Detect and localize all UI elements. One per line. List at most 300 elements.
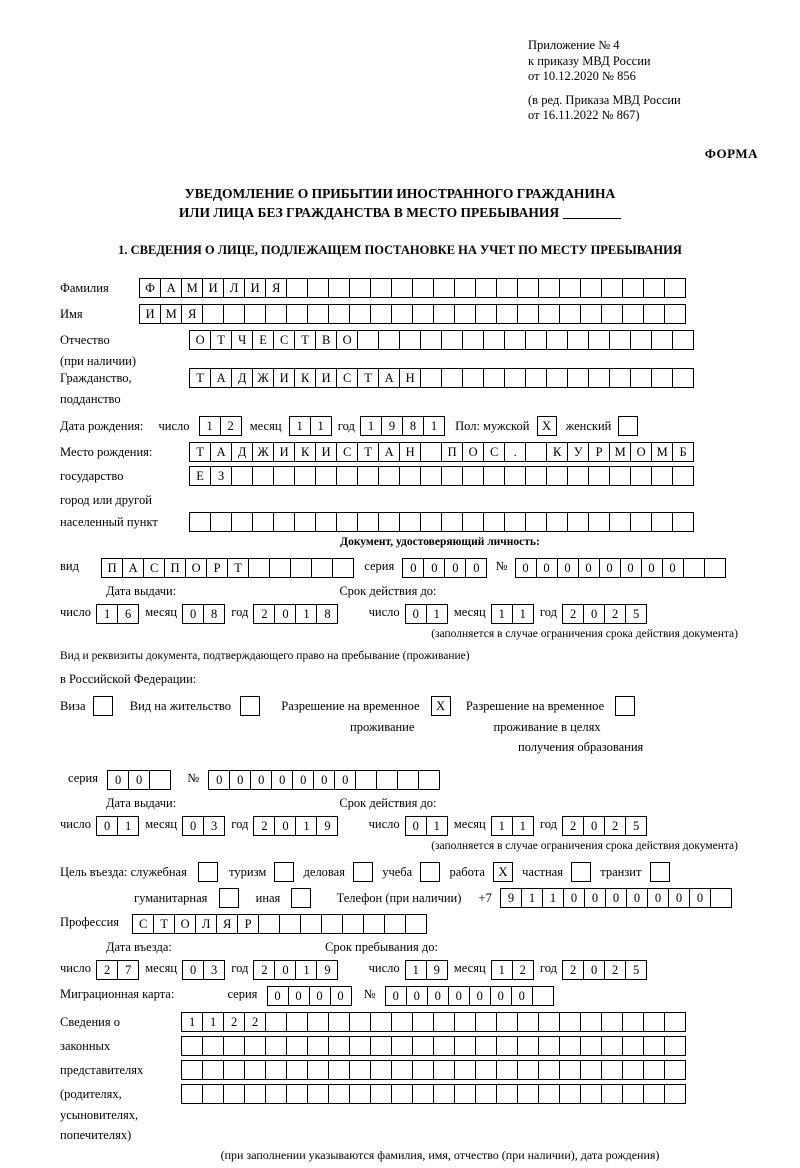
form-cell[interactable]: [672, 512, 694, 532]
form-cell[interactable]: [349, 278, 371, 298]
doc-kind-cells[interactable]: [101, 558, 353, 578]
form-cell[interactable]: М: [181, 278, 203, 298]
form-cell[interactable]: 0: [292, 770, 314, 790]
form-cell[interactable]: 1: [310, 416, 332, 436]
permit-issue-day-cells[interactable]: [96, 816, 138, 836]
form-cell[interactable]: [651, 466, 673, 486]
form-cell[interactable]: [546, 466, 568, 486]
form-cell[interactable]: [588, 466, 610, 486]
form-cell[interactable]: [189, 512, 211, 532]
form-cell[interactable]: [433, 278, 455, 298]
form-cell[interactable]: 1: [202, 1012, 224, 1032]
form-cell[interactable]: 0: [406, 986, 428, 1006]
form-cell[interactable]: 0: [229, 770, 251, 790]
form-cell[interactable]: М: [651, 442, 673, 462]
form-cell[interactable]: 0: [309, 986, 331, 1006]
form-cell[interactable]: 1: [360, 416, 382, 436]
form-cell[interactable]: [580, 304, 602, 324]
form-cell[interactable]: [279, 914, 301, 934]
form-cell[interactable]: 0: [668, 888, 690, 908]
form-cell[interactable]: 7: [117, 960, 139, 980]
form-cell[interactable]: [525, 330, 547, 350]
form-cell[interactable]: [504, 368, 526, 388]
form-cell[interactable]: [643, 1036, 665, 1056]
profession-cells[interactable]: [132, 914, 426, 934]
form-cell[interactable]: [651, 512, 673, 532]
form-cell[interactable]: [630, 330, 652, 350]
form-cell[interactable]: [580, 278, 602, 298]
form-cell[interactable]: [559, 1012, 581, 1032]
form-cell[interactable]: [315, 512, 337, 532]
form-cell[interactable]: [622, 1060, 644, 1080]
form-cell[interactable]: [328, 1084, 350, 1104]
form-cell[interactable]: К: [546, 442, 568, 462]
form-cell[interactable]: 0: [128, 770, 150, 790]
form-cell[interactable]: 2: [253, 604, 275, 624]
form-cell[interactable]: 0: [288, 986, 310, 1006]
form-cell[interactable]: 0: [96, 816, 118, 836]
form-cell[interactable]: [181, 1084, 203, 1104]
form-cell[interactable]: 0: [599, 558, 621, 578]
form-cell[interactable]: [538, 304, 560, 324]
form-cell[interactable]: [580, 1036, 602, 1056]
form-cell[interactable]: 1: [405, 960, 427, 980]
form-cell[interactable]: Д: [231, 442, 253, 462]
form-cell[interactable]: С: [483, 442, 505, 462]
form-cell[interactable]: [342, 914, 364, 934]
permit-valid-day-cells[interactable]: [405, 816, 447, 836]
form-cell[interactable]: [321, 914, 343, 934]
form-cell[interactable]: [672, 368, 694, 388]
form-cell[interactable]: О: [189, 330, 211, 350]
purpose-business-checkbox[interactable]: [353, 862, 373, 882]
form-cell[interactable]: [525, 368, 547, 388]
form-cell[interactable]: [441, 368, 463, 388]
form-cell[interactable]: М: [609, 442, 631, 462]
stay-month-cells[interactable]: [491, 960, 533, 980]
form-cell[interactable]: 0: [511, 986, 533, 1006]
form-cell[interactable]: [223, 304, 245, 324]
form-cell[interactable]: [433, 1060, 455, 1080]
form-cell[interactable]: [496, 1036, 518, 1056]
form-cell[interactable]: М: [160, 304, 182, 324]
form-cell[interactable]: К: [294, 442, 316, 462]
form-cell[interactable]: [328, 304, 350, 324]
form-cell[interactable]: [391, 1012, 413, 1032]
form-cell[interactable]: [265, 304, 287, 324]
form-cell[interactable]: Н: [399, 442, 421, 462]
form-cell[interactable]: 5: [625, 960, 647, 980]
form-cell[interactable]: [265, 1036, 287, 1056]
form-cell[interactable]: [370, 304, 392, 324]
form-cell[interactable]: 1: [491, 816, 513, 836]
form-cell[interactable]: О: [462, 442, 484, 462]
form-cell[interactable]: 5: [625, 604, 647, 624]
form-cell[interactable]: 1: [96, 604, 118, 624]
stay-day-cells[interactable]: [405, 960, 447, 980]
form-cell[interactable]: 0: [313, 770, 335, 790]
form-cell[interactable]: 5: [625, 816, 647, 836]
form-cell[interactable]: [441, 330, 463, 350]
doc-valid-year-cells[interactable]: [562, 604, 646, 624]
form-cell[interactable]: 1: [289, 416, 311, 436]
migration-series-cells[interactable]: [267, 986, 351, 1006]
form-cell[interactable]: Т: [294, 330, 316, 350]
form-cell[interactable]: [517, 1012, 539, 1032]
form-cell[interactable]: [567, 330, 589, 350]
form-cell[interactable]: С: [273, 330, 295, 350]
form-cell[interactable]: 2: [562, 604, 584, 624]
form-cell[interactable]: 9: [316, 960, 338, 980]
form-cell[interactable]: 1: [426, 604, 448, 624]
form-cell[interactable]: [363, 914, 385, 934]
form-cell[interactable]: [370, 1012, 392, 1032]
form-cell[interactable]: [412, 1084, 434, 1104]
form-cell[interactable]: [273, 512, 295, 532]
form-cell[interactable]: 1: [512, 816, 534, 836]
form-cell[interactable]: И: [315, 368, 337, 388]
form-cell[interactable]: [609, 330, 631, 350]
birthplace-cells-row3[interactable]: [189, 512, 693, 532]
form-cell[interactable]: [643, 1012, 665, 1032]
form-cell[interactable]: 0: [536, 558, 558, 578]
phone-cells[interactable]: [500, 888, 731, 908]
permit-valid-month-cells[interactable]: [491, 816, 533, 836]
form-cell[interactable]: А: [210, 368, 232, 388]
form-cell[interactable]: [664, 1060, 686, 1080]
form-cell[interactable]: [286, 278, 308, 298]
birthplace-cells-row1[interactable]: [189, 442, 693, 462]
form-cell[interactable]: [601, 1012, 623, 1032]
form-cell[interactable]: 3: [203, 816, 225, 836]
edu-residence-checkbox[interactable]: [615, 696, 635, 716]
form-cell[interactable]: [391, 1036, 413, 1056]
form-cell[interactable]: [496, 1012, 518, 1032]
form-cell[interactable]: [412, 1012, 434, 1032]
form-cell[interactable]: 0: [584, 888, 606, 908]
birth-month-cells[interactable]: [289, 416, 331, 436]
form-cell[interactable]: Я: [181, 304, 203, 324]
form-cell[interactable]: 0: [182, 960, 204, 980]
form-cell[interactable]: [202, 1060, 224, 1080]
entry-day-cells[interactable]: [96, 960, 138, 980]
form-cell[interactable]: И: [273, 368, 295, 388]
form-cell[interactable]: 0: [647, 888, 669, 908]
form-cell[interactable]: [475, 1060, 497, 1080]
form-cell[interactable]: .: [504, 442, 526, 462]
form-cell[interactable]: [378, 512, 400, 532]
form-cell[interactable]: [286, 1084, 308, 1104]
form-cell[interactable]: [391, 1060, 413, 1080]
form-cell[interactable]: [349, 1012, 371, 1032]
form-cell[interactable]: [307, 1036, 329, 1056]
form-cell[interactable]: 0: [444, 558, 466, 578]
form-cell[interactable]: 1: [512, 604, 534, 624]
form-cell[interactable]: Т: [357, 368, 379, 388]
form-cell[interactable]: [357, 330, 379, 350]
form-cell[interactable]: [496, 278, 518, 298]
form-cell[interactable]: [349, 1084, 371, 1104]
form-cell[interactable]: [328, 278, 350, 298]
form-cell[interactable]: [672, 466, 694, 486]
form-cell[interactable]: [664, 304, 686, 324]
purpose-transit-checkbox[interactable]: [650, 862, 670, 882]
form-cell[interactable]: О: [336, 330, 358, 350]
form-cell[interactable]: [609, 368, 631, 388]
form-cell[interactable]: [258, 914, 280, 934]
sex-male-checkbox[interactable]: Х: [537, 416, 557, 436]
form-cell[interactable]: Р: [206, 558, 228, 578]
form-cell[interactable]: [307, 278, 329, 298]
form-cell[interactable]: [672, 330, 694, 350]
form-cell[interactable]: [567, 368, 589, 388]
form-cell[interactable]: [286, 1060, 308, 1080]
form-cell[interactable]: [475, 278, 497, 298]
form-cell[interactable]: С: [143, 558, 165, 578]
form-cell[interactable]: [454, 1012, 476, 1032]
form-cell[interactable]: Р: [588, 442, 610, 462]
form-cell[interactable]: [252, 512, 274, 532]
form-cell[interactable]: [517, 1084, 539, 1104]
form-cell[interactable]: [483, 330, 505, 350]
form-cell[interactable]: [391, 278, 413, 298]
form-cell[interactable]: [567, 512, 589, 532]
form-cell[interactable]: [643, 304, 665, 324]
form-cell[interactable]: 2: [604, 960, 626, 980]
form-cell[interactable]: [462, 466, 484, 486]
form-cell[interactable]: [433, 1084, 455, 1104]
form-cell[interactable]: [441, 466, 463, 486]
form-cell[interactable]: [630, 466, 652, 486]
form-cell[interactable]: Е: [189, 466, 211, 486]
form-cell[interactable]: 1: [491, 960, 513, 980]
form-cell[interactable]: 1: [117, 816, 139, 836]
form-cell[interactable]: [483, 466, 505, 486]
form-cell[interactable]: [370, 1060, 392, 1080]
form-cell[interactable]: 1: [295, 816, 317, 836]
form-cell[interactable]: Ф: [139, 278, 161, 298]
form-cell[interactable]: 1: [295, 604, 317, 624]
purpose-humanitarian-checkbox[interactable]: [219, 888, 239, 908]
doc-issue-year-cells[interactable]: [253, 604, 337, 624]
form-cell[interactable]: [223, 1084, 245, 1104]
form-cell[interactable]: У: [567, 442, 589, 462]
form-cell[interactable]: [412, 278, 434, 298]
form-cell[interactable]: 2: [244, 1012, 266, 1032]
form-cell[interactable]: [643, 1060, 665, 1080]
form-cell[interactable]: [454, 304, 476, 324]
form-cell[interactable]: К: [294, 368, 316, 388]
form-cell[interactable]: [462, 368, 484, 388]
form-cell[interactable]: [475, 1012, 497, 1032]
form-cell[interactable]: И: [139, 304, 161, 324]
form-cell[interactable]: 1: [491, 604, 513, 624]
form-cell[interactable]: 0: [578, 558, 600, 578]
form-cell[interactable]: [462, 512, 484, 532]
form-cell[interactable]: Н: [399, 368, 421, 388]
form-cell[interactable]: [376, 770, 398, 790]
form-cell[interactable]: 0: [583, 816, 605, 836]
residence-permit-checkbox[interactable]: [240, 696, 260, 716]
form-cell[interactable]: [433, 1012, 455, 1032]
form-cell[interactable]: [525, 466, 547, 486]
form-cell[interactable]: [609, 512, 631, 532]
form-cell[interactable]: [559, 1036, 581, 1056]
form-cell[interactable]: [349, 1036, 371, 1056]
form-cell[interactable]: 1: [521, 888, 543, 908]
form-cell[interactable]: [418, 770, 440, 790]
form-cell[interactable]: [517, 1060, 539, 1080]
form-cell[interactable]: [601, 1084, 623, 1104]
form-cell[interactable]: 0: [385, 986, 407, 1006]
form-cell[interactable]: [286, 1036, 308, 1056]
form-cell[interactable]: Ч: [231, 330, 253, 350]
form-cell[interactable]: О: [630, 442, 652, 462]
form-cell[interactable]: [202, 1036, 224, 1056]
form-cell[interactable]: Т: [227, 558, 249, 578]
form-cell[interactable]: [525, 512, 547, 532]
form-cell[interactable]: [664, 278, 686, 298]
form-cell[interactable]: П: [101, 558, 123, 578]
form-cell[interactable]: [622, 1036, 644, 1056]
form-cell[interactable]: 2: [253, 816, 275, 836]
permit-issue-year-cells[interactable]: [253, 816, 337, 836]
form-cell[interactable]: [391, 304, 413, 324]
form-cell[interactable]: [412, 1036, 434, 1056]
form-cell[interactable]: 0: [274, 960, 296, 980]
form-cell[interactable]: [580, 1084, 602, 1104]
birth-year-cells[interactable]: [360, 416, 444, 436]
form-cell[interactable]: [311, 558, 333, 578]
form-cell[interactable]: 0: [469, 986, 491, 1006]
form-cell[interactable]: Я: [216, 914, 238, 934]
form-cell[interactable]: 0: [274, 604, 296, 624]
form-cell[interactable]: Т: [210, 330, 232, 350]
form-cell[interactable]: З: [210, 466, 232, 486]
form-cell[interactable]: В: [315, 330, 337, 350]
form-cell[interactable]: [538, 1036, 560, 1056]
form-cell[interactable]: 0: [689, 888, 711, 908]
form-cell[interactable]: А: [122, 558, 144, 578]
form-cell[interactable]: 0: [334, 770, 356, 790]
form-cell[interactable]: И: [273, 442, 295, 462]
form-cell[interactable]: [517, 278, 539, 298]
form-cell[interactable]: 0: [515, 558, 537, 578]
form-cell[interactable]: [504, 330, 526, 350]
form-cell[interactable]: А: [378, 368, 400, 388]
form-cell[interactable]: И: [202, 278, 224, 298]
form-cell[interactable]: [336, 512, 358, 532]
form-cell[interactable]: 1: [426, 816, 448, 836]
form-cell[interactable]: [420, 512, 442, 532]
form-cell[interactable]: П: [441, 442, 463, 462]
form-cell[interactable]: [378, 466, 400, 486]
form-cell[interactable]: 2: [220, 416, 242, 436]
form-cell[interactable]: Т: [189, 368, 211, 388]
form-cell[interactable]: [559, 278, 581, 298]
form-cell[interactable]: [601, 304, 623, 324]
form-cell[interactable]: 2: [253, 960, 275, 980]
form-cell[interactable]: 0: [107, 770, 129, 790]
birthplace-cells-row2[interactable]: [189, 466, 693, 486]
form-cell[interactable]: 9: [316, 816, 338, 836]
form-cell[interactable]: [517, 1036, 539, 1056]
form-cell[interactable]: [399, 512, 421, 532]
patronymic-cells[interactable]: [189, 330, 693, 350]
form-cell[interactable]: Е: [252, 330, 274, 350]
form-cell[interactable]: [504, 466, 526, 486]
form-cell[interactable]: 2: [562, 960, 584, 980]
form-cell[interactable]: 0: [448, 986, 470, 1006]
form-cell[interactable]: И: [315, 442, 337, 462]
form-cell[interactable]: [559, 304, 581, 324]
form-cell[interactable]: Я: [265, 278, 287, 298]
form-cell[interactable]: 1: [542, 888, 564, 908]
form-cell[interactable]: [181, 1036, 203, 1056]
form-cell[interactable]: 6: [117, 604, 139, 624]
permit-series-cells[interactable]: [107, 770, 170, 790]
form-cell[interactable]: [580, 1012, 602, 1032]
doc-series-cells[interactable]: [402, 558, 486, 578]
form-cell[interactable]: [294, 512, 316, 532]
form-cell[interactable]: [546, 512, 568, 532]
doc-valid-month-cells[interactable]: [491, 604, 533, 624]
form-cell[interactable]: [622, 304, 644, 324]
form-cell[interactable]: [504, 512, 526, 532]
form-cell[interactable]: 0: [271, 770, 293, 790]
form-cell[interactable]: [538, 1060, 560, 1080]
form-cell[interactable]: 8: [402, 416, 424, 436]
form-cell[interactable]: [525, 442, 547, 462]
form-cell[interactable]: [149, 770, 171, 790]
form-cell[interactable]: [244, 1036, 266, 1056]
form-cell[interactable]: [462, 330, 484, 350]
form-cell[interactable]: [622, 1012, 644, 1032]
legal-rep-cells-row1[interactable]: [181, 1012, 685, 1032]
form-cell[interactable]: [336, 466, 358, 486]
purpose-other-checkbox[interactable]: [291, 888, 311, 908]
form-cell[interactable]: [433, 304, 455, 324]
form-cell[interactable]: Т: [357, 442, 379, 462]
form-cell[interactable]: [538, 1012, 560, 1032]
surname-cells[interactable]: [139, 278, 685, 298]
form-cell[interactable]: 0: [208, 770, 230, 790]
form-cell[interactable]: [349, 1060, 371, 1080]
form-cell[interactable]: [412, 304, 434, 324]
form-cell[interactable]: 0: [620, 558, 642, 578]
form-cell[interactable]: 0: [465, 558, 487, 578]
birth-day-cells[interactable]: [199, 416, 241, 436]
purpose-work-checkbox[interactable]: Х: [493, 862, 513, 882]
form-cell[interactable]: 1: [295, 960, 317, 980]
form-cell[interactable]: 0: [605, 888, 627, 908]
legal-rep-cells-row3[interactable]: [181, 1060, 685, 1080]
form-cell[interactable]: [433, 1036, 455, 1056]
form-cell[interactable]: [384, 914, 406, 934]
form-cell[interactable]: Ж: [252, 442, 274, 462]
form-cell[interactable]: [601, 1036, 623, 1056]
form-cell[interactable]: [265, 1084, 287, 1104]
entry-year-cells[interactable]: [253, 960, 337, 980]
doc-valid-day-cells[interactable]: [405, 604, 447, 624]
form-cell[interactable]: Л: [223, 278, 245, 298]
form-cell[interactable]: [630, 512, 652, 532]
form-cell[interactable]: [483, 368, 505, 388]
form-cell[interactable]: 0: [490, 986, 512, 1006]
form-cell[interactable]: [286, 304, 308, 324]
form-cell[interactable]: 0: [626, 888, 648, 908]
form-cell[interactable]: [538, 1084, 560, 1104]
